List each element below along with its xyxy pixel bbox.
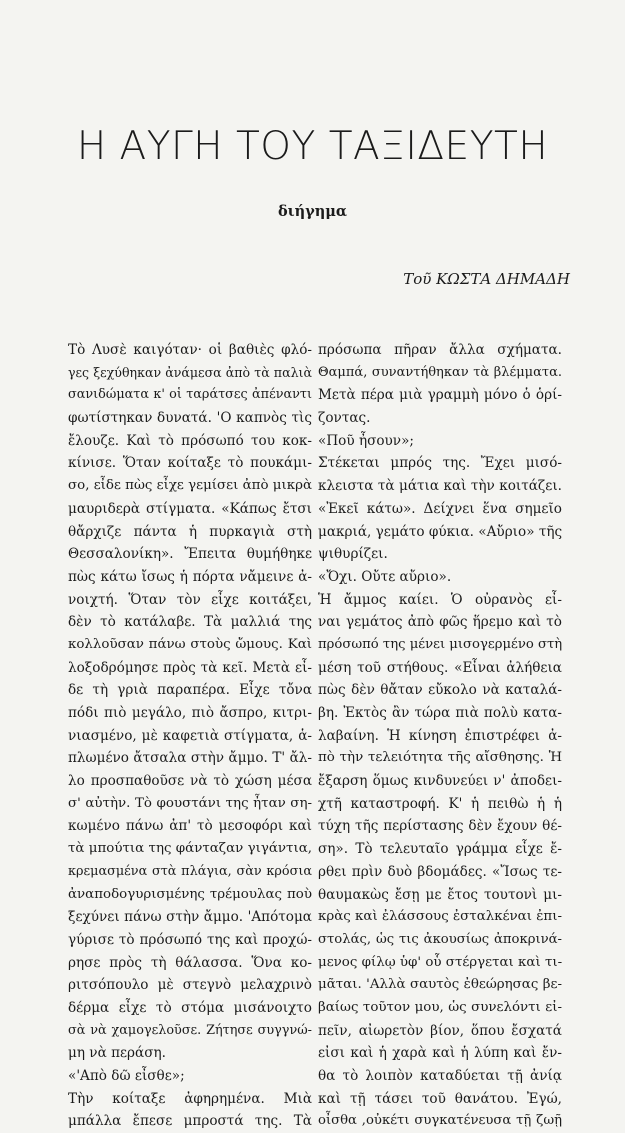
text-line: ση». Τὸ τελευταῖο γράμμα εἶχε ἔ-: [318, 841, 562, 858]
text-line: «Ὄχι. Οὔτε αὔριο».: [318, 568, 452, 585]
text-line: μᾶται. 'Αλλὰ σαυτὸς ἐθεώρησας βε-: [318, 977, 562, 993]
text-line: κρεμασμένα στὰ πλάγια, σὰν κρόσια: [68, 863, 312, 879]
text-line: μενος φίλῳ ὑφ' οὗ στέργεται καὶ τι-: [318, 954, 562, 970]
text-line: ναι γεμάτος ἀπὸ φῶς ἥρεμο καὶ τὸ: [318, 614, 562, 631]
text-line: πὼς κάτω ἴσως ἡ πόρτα νἄμεινε ἀ-: [68, 568, 312, 585]
text-line: κολλοῦσαν πάνω στοὺς ὤμους. Καὶ: [68, 636, 312, 652]
text-line: μπάλλα ἔπεσε μπροστά της. Τὰ: [68, 1113, 312, 1130]
text-line: νοιχτή. Ὅταν τὸν εἶχε κοιτάξει,: [68, 591, 312, 608]
text-line: χτῆ καταστροφή. Κ' ἡ πειθὼ ἡ ἡ: [318, 795, 562, 812]
text-line: κλειστα τὰ μάτια καὶ τὴν κοιτάζει.: [318, 478, 562, 495]
text-line: «Ἐκεῖ κάτω». Δείχνει ἕνα σημεῖο: [318, 500, 562, 517]
text-line: ριτσόπουλο μὲ στεγνὸ μελαχρινὸ: [68, 977, 312, 994]
text-line: ζοντας.: [318, 410, 371, 427]
text-line: γες ξεχύθηκαν ἀνάμεσα ἀπὸ τὰ παλιὰ: [68, 364, 312, 380]
text-line: σανιδώματα κ' οἱ ταράτσες ἀπέναντι: [68, 387, 312, 403]
text-line: Θαμπά, συναντήθηκαν τὰ βλέμματα.: [318, 364, 562, 380]
text-line: λο προσπαθοῦσε νὰ τὸ χώση μέσα: [68, 773, 312, 790]
text-line: οἶσθα ,οὐκέτι συγκατένευσα τῇ ζωῇ: [318, 1113, 562, 1129]
text-line: νιασμένο, μὲ καφετιὰ στίγματα, ἁ-: [68, 727, 312, 744]
text-line: Στέκεται μπρός της. Ἔχει μισό-: [318, 455, 562, 472]
text-line: θα τὸ λοιπὸν καταδύεται τῇ ἀνίᾳ: [318, 1068, 562, 1084]
text-line: σὰ νὰ χαμογελοῦσε. Ζήτησε συγγνώ-: [68, 1022, 312, 1038]
text-line: ξεχύνει πάνω στὴν ἄμμο. 'Απότομα: [68, 909, 312, 926]
text-line: μέση τοῦ στήθους. «Εἶναι ἀλήθεια: [318, 659, 562, 676]
text-line: θἄρχιζε πάντα ἡ πυρκαγιὰ στὴ: [68, 523, 312, 540]
text-line: πρόσωπό της μένει μισογερμένο στὴ: [318, 636, 562, 652]
text-line: Τὸ Λυσὲ καιγόταν· οἱ βαθιὲς φλό-: [68, 342, 312, 358]
text-line: θαυμακὼς ἔσῃ με ἔτος τουτονὶ μι-: [318, 886, 562, 903]
text-line: μαυριδερὰ στίγματα. «Κάπως ἔτσι: [68, 500, 312, 517]
text-line: ρθει πρὶν δυὸ βδομάδες. «Ἴσως τε-: [318, 863, 562, 880]
text-line: Τὴν κοίταξε ἀφηρημένα. Μιὰ: [68, 1090, 312, 1107]
text-line: στολάς, ὡς τις ἀκουσίως ἀποκρινά-: [318, 931, 562, 947]
text-line: βη. Ἐκτὸς ἂν τώρα πιὰ πολὺ κατα-: [318, 705, 562, 721]
text-line: γύρισε τὸ πρόσωπό της καὶ προχώ-: [68, 931, 312, 948]
text-line: ρησε πρὸς τὴ θάλασσα. Ὅνα κο-: [68, 954, 312, 971]
text-line: ἔξαρση ὅμως κινδυνεύει ν' ἀποδει-: [318, 773, 562, 790]
right-text-column: [318, 339, 562, 1133]
text-line: βαίως τοῦτον μου, ὡς συνελόντι εἰ-: [318, 999, 562, 1015]
text-line: δέρμα εἶχε τὸ στόμα μισάνοιχτο: [68, 999, 312, 1016]
text-line: κωμένο πάνω ἀπ' τὸ μεσοφόρι καὶ: [68, 818, 312, 835]
text-line: μακριά, γεμάτο φύκια. «Αὔριο» τῆς: [318, 523, 562, 540]
text-line: Θεσσαλονίκη». Ἔπειτα θυμήθηκε: [68, 546, 312, 563]
text-line: πὼς δὲν θἄταν εὔκολο νὰ καταλά-: [318, 682, 562, 699]
text-line: πρόσωπα πῆραν ἄλλα σχήματα.: [318, 342, 562, 358]
text-line: δε τὴ γριὰ παραπέρα. Εἶχε τὄνα: [68, 682, 312, 699]
text-line: τύχη τῆς περίστασης δὲν ἔχουν θέ-: [318, 818, 562, 835]
article-subtitle: διήγημα: [277, 203, 348, 220]
text-line: Μετὰ πέρα μιὰ γραμμὴ μόνο ὁ ὁρί-: [318, 387, 562, 404]
text-line: πὸ τὴν τελειότητα τῆς αἴσθησης. Ἡ: [318, 750, 562, 766]
text-line: «Ποῦ ἦσουν»;: [318, 432, 414, 449]
text-line: σο, εἶδε πὼς εἶχε γεμίσει ἀπὸ μικρὰ: [68, 478, 312, 494]
text-line: τὰ μπούτια της φάνταζαν γιγάντια,: [68, 841, 312, 857]
text-line: πλωμένο ἄτσαλα στὴν ἄμμο. Τ' ἄλ-: [68, 750, 312, 767]
text-line: κίνισε. Ὅταν κοίταξε τὸ πουκάμι-: [68, 455, 312, 472]
text-line: Ἡ ἄμμος καίει. Ὁ οὐρανὸς εἶ-: [318, 591, 562, 608]
text-line: λαβαίνη. Ἡ κίνηση ἐπιστρέφει ἀ-: [318, 727, 562, 744]
text-line: κρὰς καὶ ἐλάσσους ἐσταλκέναι ἐπι-: [318, 909, 562, 925]
text-line: εἰσι καὶ ἡ χαρὰ καὶ ἡ λύπη καὶ ἔν-: [318, 1045, 562, 1062]
text-line: μη νὰ περάση.: [68, 1045, 166, 1062]
text-line: δὲν τὸ κατάλαβε. Τὰ μαλλιά της: [68, 614, 312, 631]
article-title: Η ΑΥΓΗ ΤΟΥ ΤΑΞΙΔΕΥΤΗ: [76, 124, 549, 169]
text-line: ψιθυρίζει.: [318, 546, 388, 563]
text-line: ἔλουζε. Καὶ τὸ πρόσωπό του κοκ-: [68, 432, 312, 449]
text-line: καὶ τῇ τάσει τοῦ θανάτου. Ἐγώ,: [318, 1090, 562, 1107]
article-author: Τοῦ ΚΩΣΤΑ ΔΗΜΑΔΗ: [403, 270, 570, 288]
text-line: «'Απὸ δῶ εἶσθε»;: [68, 1068, 185, 1084]
text-line: ἀναποδογυρισμένης τρέμουλας ποὺ: [68, 886, 312, 902]
text-line: πεῖν, αἰωρετὸν βίον, ὅπου ἔσχατά: [318, 1022, 562, 1039]
text-line: σ' αὐτὴν. Τὸ φουστάνι της ἦταν ση-: [68, 795, 312, 811]
text-line: φωτίστηκαν δυνατά. 'Ο καπνὸς τὶς: [68, 410, 312, 427]
left-text-column: [68, 339, 312, 1133]
text-line: λοξοδρόμησε πρὸς τὰ κεῖ. Μετὰ εἶ-: [68, 659, 312, 676]
text-line: πόδι πιὸ μεγάλο, πιὸ ἄσπρο, κιτρι-: [68, 705, 312, 721]
